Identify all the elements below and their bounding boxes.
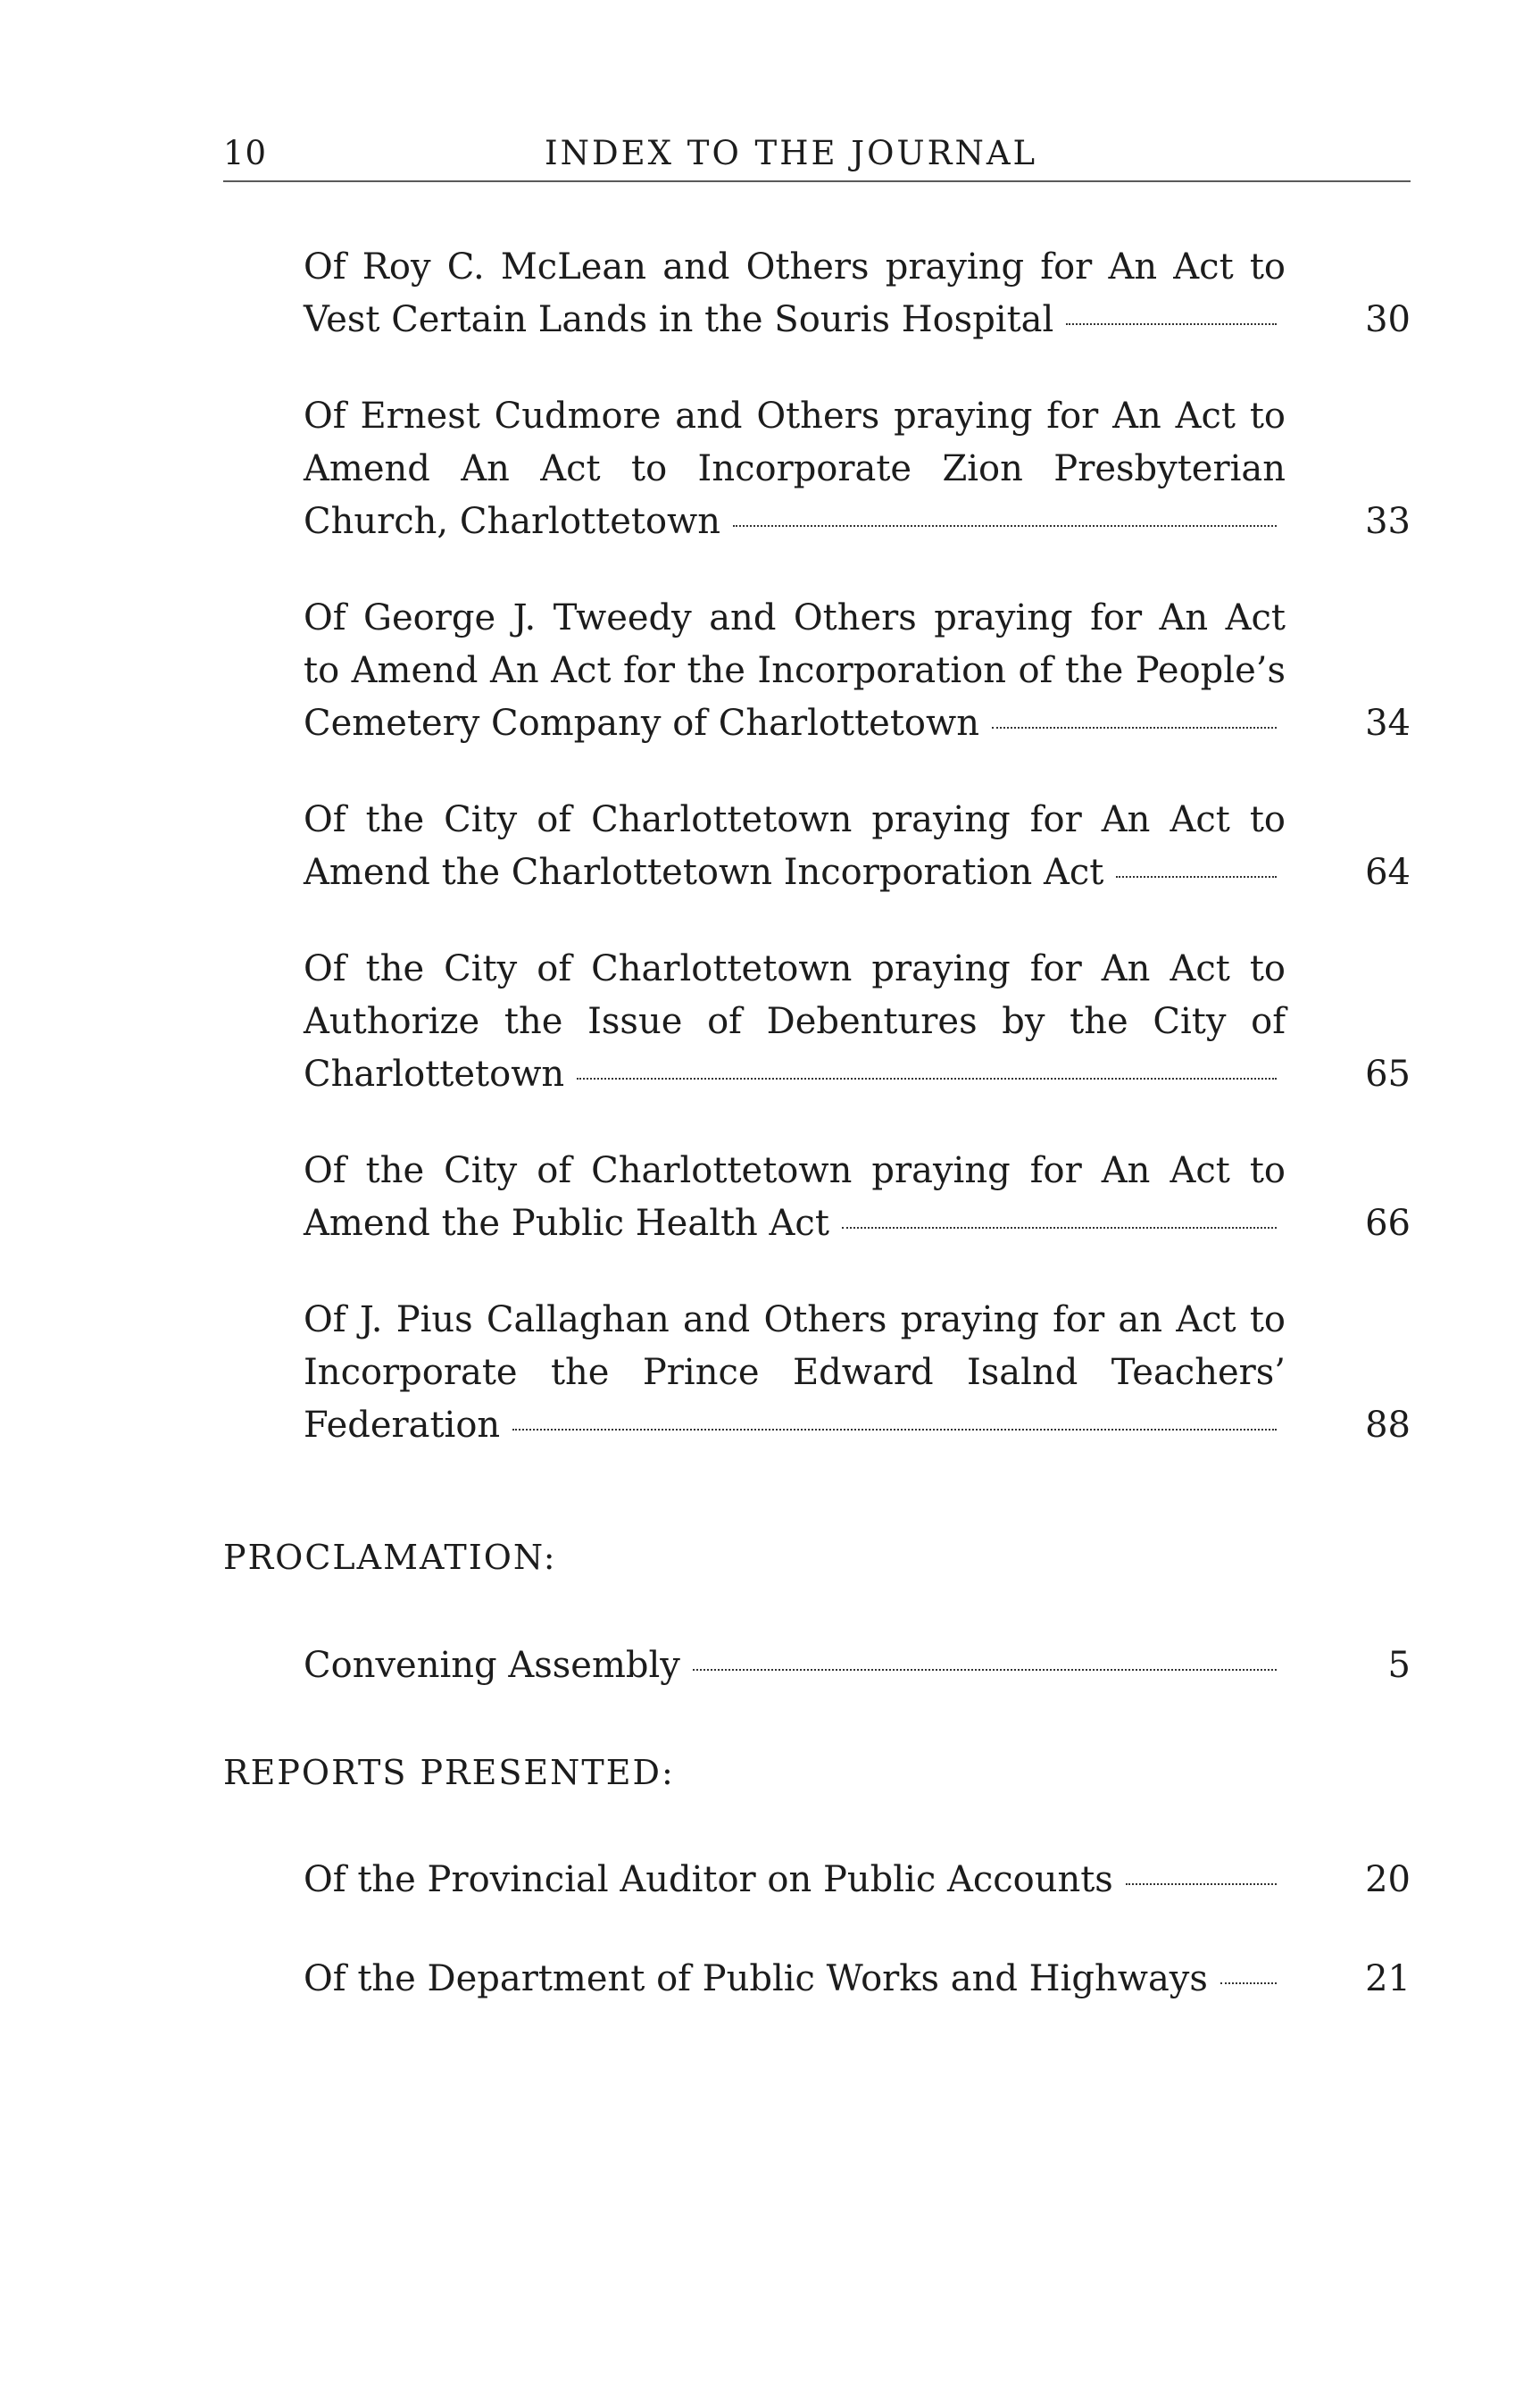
entry-line: Amend the Public Health Act xyxy=(304,1203,829,1244)
index-entry xyxy=(304,1639,1411,1692)
index-entry xyxy=(304,241,1411,346)
page-ref: 34 xyxy=(1365,703,1411,744)
dot-leader xyxy=(512,1429,1277,1431)
running-title: INDEX TO THE JOURNAL xyxy=(545,134,1038,172)
header-rule xyxy=(223,180,1411,182)
dot-leader xyxy=(992,727,1277,729)
entry-line: Of the Department of Public Works and Highways xyxy=(304,1958,1208,1999)
proclamation-entries xyxy=(304,1639,1411,1736)
index-entry xyxy=(304,943,1411,1101)
page-ref: 33 xyxy=(1365,501,1411,542)
entry-line: Of Ernest Cudmore and Others praying for An Act to xyxy=(304,396,1286,437)
entry-line: Amend An Act to Incorporate Zion Presbyterian xyxy=(304,448,1286,489)
reports-entries xyxy=(304,1854,1411,2049)
entry-line: Of J. Pius Callaghan and Others praying for an Act to xyxy=(304,1299,1286,1340)
index-entry xyxy=(304,1294,1411,1452)
entry-line: to Amend An Act for the Incorporation of the People’s xyxy=(304,650,1286,691)
page-ref: 5 xyxy=(1387,1645,1411,1686)
page-ref: 88 xyxy=(1365,1405,1411,1446)
entry-line: Federation xyxy=(304,1405,501,1446)
entry-line: Of Roy C. McLean and Others praying for An Act to xyxy=(304,246,1286,288)
page-header xyxy=(223,134,1411,184)
dot-leader xyxy=(693,1669,1277,1671)
dot-leader xyxy=(1066,323,1277,325)
dot-leader xyxy=(1220,1982,1277,1984)
dot-leader xyxy=(1116,876,1277,878)
entry-line: Amend the Charlottetown Incorporation Act xyxy=(304,852,1104,893)
entry-line: Of the City of Charlottetown praying for An Act to xyxy=(304,948,1286,989)
index-entry xyxy=(304,1854,1411,1906)
entry-line: Incorporate the Prince Edward Isalnd Teachers’ xyxy=(304,1352,1286,1393)
index-entry xyxy=(304,390,1411,548)
dot-leader xyxy=(842,1227,1277,1229)
page-ref: 30 xyxy=(1365,299,1411,340)
dot-leader xyxy=(1126,1883,1277,1885)
entry-line: Authorize the Issue of Debentures by the City of xyxy=(304,1001,1286,1042)
section-heading-proclamation: PROCLAMATION: xyxy=(223,1538,557,1577)
index-entry xyxy=(304,592,1411,750)
page-ref: 20 xyxy=(1365,1859,1411,1900)
entry-line: Of the City of Charlottetown praying for An Act to xyxy=(304,1150,1286,1191)
entry-line: Convening Assembly xyxy=(304,1645,680,1686)
entry-line: Of the Provincial Auditor on Public Accounts xyxy=(304,1859,1113,1900)
dot-leader xyxy=(733,525,1277,527)
index-entry xyxy=(304,1145,1411,1250)
entry-line: Charlottetown xyxy=(304,1054,565,1095)
entry-line: Vest Certain Lands in the Souris Hospital xyxy=(304,299,1054,340)
dot-leader xyxy=(577,1078,1277,1080)
index-entry xyxy=(304,794,1411,899)
entry-line: Of the City of Charlottetown praying for An Act to xyxy=(304,799,1286,840)
page-ref: 66 xyxy=(1365,1203,1411,1244)
entry-line: Of George J. Tweedy and Others praying for An Act xyxy=(304,597,1286,638)
page-ref: 64 xyxy=(1365,852,1411,893)
page-ref: 21 xyxy=(1365,1958,1411,1999)
index-entry xyxy=(304,1953,1411,2006)
entry-line: Cemetery Company of Charlottetown xyxy=(304,703,979,744)
entry-line: Church, Charlottetown xyxy=(304,501,721,542)
petition-entries xyxy=(304,241,1411,1496)
page-ref: 65 xyxy=(1365,1054,1411,1095)
section-heading-reports: REPORTS PRESENTED: xyxy=(223,1753,675,1792)
page-number: 10 xyxy=(223,134,268,172)
